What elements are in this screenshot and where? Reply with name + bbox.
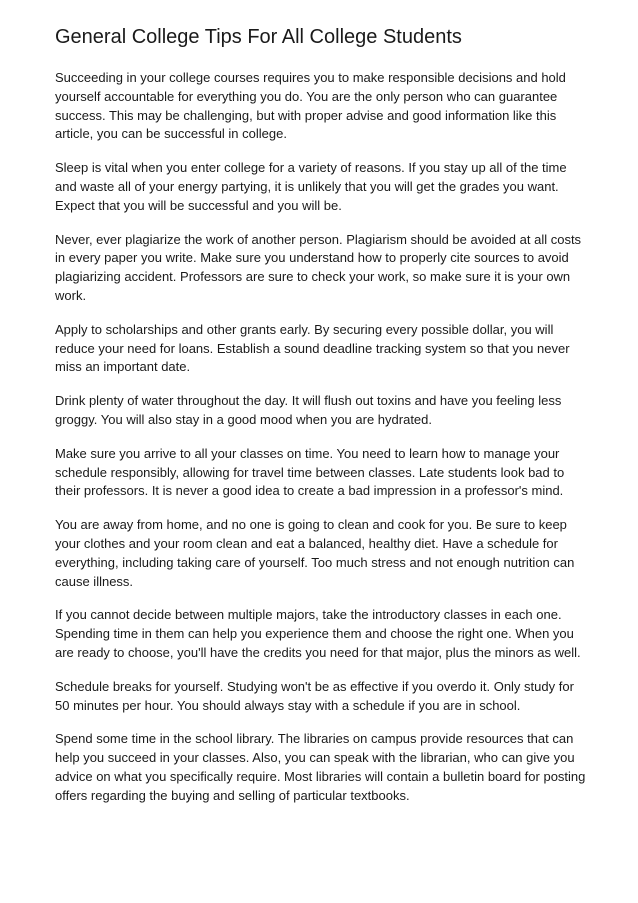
paragraph-water: Drink plenty of water throughout the day. It will flush out toxins and have you feeling less groggy. You will also stay in a good mood when you are hydrated. <box>55 393 562 427</box>
paragraph-plagiarism: Never, ever plagiarize the work of another person. Plagiarism should be avoided at all costs in every paper you write. Make sure you understand how to properly cite sources to avoid plagiarizing accident. Professors are sure to check your work, so make sure it is your own work. <box>55 231 582 303</box>
paragraph-sleep: Sleep is vital when you enter college for a variety of reasons. If you stay up all of the time and waste all of your energy partying, it is unlikely that you will get the grades you want. Expect that you will be successful and you will be. <box>55 160 567 213</box>
paragraph-intro: Succeeding in your college courses requires you to make responsible decisions and hold yourself accountable for everything you do. You are the only person who can guarantee success. This may be challenging, but with proper advise and good information like this article, you can be successful in college. <box>55 70 566 142</box>
page-title: General College Tips For All College Students <box>55 26 462 48</box>
paragraph-majors: If you cannot decide between multiple majors, take the introductory classes in each one. Spending time in them can help you experience them and choose the right one. When you are ready to choose, you'll have the credits you need for that major, plus the minors as well. <box>55 607 581 660</box>
paragraph-breaks: Schedule breaks for yourself. Studying won't be as effective if you overdo it. Only study for 50 minutes per hour. You should always stay with a schedule if you are in school. <box>55 678 574 713</box>
paragraph-punctuality: Make sure you arrive to all your classes on time. You need to learn how to manage your schedule responsibly, allowing for travel time between classes. Late students look bad to their professors. It is never a good idea to create a bad impression in a professor's mind. <box>55 445 565 499</box>
paragraph-home-care: You are away from home, and no one is going to clean and cook for you. Be sure to keep your clothes and your room clean and eat a balanced, healthy diet. Have a schedule for everything, including taking care of yourself. Too much stress and not enough nutrition can cause illness. <box>55 517 575 589</box>
paragraph-library: Spend some time in the school library. The libraries on campus provide resources that can help you succeed in your classes. Also, you can speak with the librarian, who can give you advice on what you specifically require. Most libraries will contain a bulletin board for posting offers regarding the buying and selling of particular textbooks. <box>55 731 586 803</box>
paragraph-scholarships: Apply to scholarships and other grants early. By securing every possible dollar, you will reduce your need for loans. Establish a sound deadline tracking system so that you never miss an important date. <box>55 321 570 375</box>
